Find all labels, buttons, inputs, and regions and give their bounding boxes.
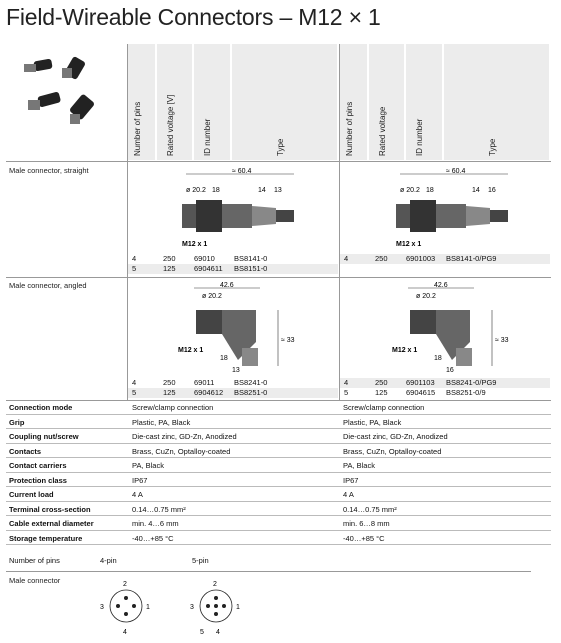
svg-text:M12 x 1: M12 x 1 — [178, 347, 204, 354]
svg-text:≈ 60.4: ≈ 60.4 — [232, 168, 252, 175]
col-pins-left: Number of pins — [128, 44, 156, 160]
property-row — [6, 459, 551, 473]
svg-text:≈ 33: ≈ 33 — [495, 337, 509, 344]
property-name: Terminal cross-section — [9, 504, 91, 514]
col-voltage-right: Rated voltage — [369, 44, 405, 160]
property-value: Die-cast zinc, GD-Zn, Anodized — [132, 432, 237, 441]
property-value: min. 4…6 mm — [132, 519, 179, 528]
svg-text:18: 18 — [220, 355, 228, 362]
svg-text:14: 14 — [472, 187, 480, 194]
table-row: 4 250 6901103 BS8241-0/PG9 — [340, 378, 550, 388]
table-row: 5 125 6904612 BS8251-0 — [128, 388, 338, 398]
property-value: IP67 — [343, 475, 359, 485]
section-label-straight: Male connector, straight — [9, 166, 89, 175]
property-name: Contacts — [9, 446, 42, 456]
property-value: 0.14…0.75 mm² — [343, 504, 397, 514]
svg-text:ø 20.2: ø 20.2 — [186, 187, 206, 194]
svg-text:≈ 60.4: ≈ 60.4 — [446, 168, 466, 175]
angled-connector-drawing — [176, 280, 306, 376]
property-name: Storage temperature — [9, 533, 83, 543]
table-row: 4 250 69010 BS8141-0 — [132, 254, 268, 263]
property-value: Brass, CuZn, Optalloy-coated — [343, 446, 442, 456]
svg-text:3: 3 — [190, 604, 194, 611]
property-row — [6, 517, 551, 531]
svg-text:14: 14 — [258, 187, 266, 194]
property-value: Screw/clamp connection — [343, 403, 425, 412]
angled-connector-drawing-pg9 — [390, 280, 520, 376]
property-name: Cable external diameter — [9, 519, 94, 528]
property-name: Contact carriers — [9, 461, 67, 470]
page-title: Field-Wireable Connectors – M12 × 1 — [6, 4, 381, 30]
section-label-angled: Male connector, angled — [9, 281, 87, 290]
property-value: -40…+85 °C — [132, 533, 174, 543]
svg-text:1: 1 — [146, 604, 150, 611]
svg-text:2: 2 — [123, 581, 127, 588]
pins-4-header: 4-pin — [100, 556, 117, 565]
property-value: 4 A — [132, 490, 143, 499]
svg-text:18: 18 — [426, 187, 434, 194]
svg-text:M12 x 1: M12 x 1 — [392, 347, 418, 354]
pins-5-header: 5-pin — [192, 556, 209, 565]
property-row — [6, 416, 551, 430]
property-row — [6, 474, 551, 488]
svg-text:18: 18 — [212, 187, 220, 194]
svg-text:M12 x 1: M12 x 1 — [396, 241, 422, 248]
table-row: 4 250 6901003 BS8141-0/PG9 — [340, 254, 550, 264]
property-row — [6, 401, 551, 415]
property-value: 0.14…0.75 mm² — [132, 504, 186, 514]
property-value: -40…+85 °C — [343, 533, 385, 543]
col-id-left: ID number — [194, 44, 231, 160]
property-row — [6, 488, 551, 502]
property-value: Screw/clamp connection — [132, 403, 214, 412]
svg-text:1: 1 — [236, 604, 240, 611]
col-voltage-left: Rated voltage [V] — [157, 44, 193, 160]
divider — [6, 277, 551, 278]
pin-layout-4 — [96, 576, 156, 638]
property-row — [6, 445, 551, 459]
svg-text:4: 4 — [216, 629, 220, 636]
property-value: Brass, CuZn, Optalloy-coated — [132, 446, 231, 456]
svg-text:16: 16 — [488, 187, 496, 194]
col-type-left: Type — [232, 44, 338, 160]
svg-text:18: 18 — [434, 355, 442, 362]
straight-connector-drawing-pg9 — [390, 166, 520, 250]
svg-text:2: 2 — [213, 581, 217, 588]
svg-text:ø 20.2: ø 20.2 — [202, 293, 222, 300]
table-row: 5 125 6904615 BS8251-0/9 — [344, 388, 486, 397]
property-row — [6, 430, 551, 444]
divider — [6, 571, 531, 572]
svg-text:16: 16 — [446, 367, 454, 374]
property-value: PA, Black — [132, 461, 164, 470]
property-row — [6, 503, 551, 517]
property-value: PA, Black — [343, 461, 375, 470]
pins-header: Number of pins — [9, 556, 60, 565]
svg-text:13: 13 — [232, 367, 240, 374]
property-name: Coupling nut/screw — [9, 432, 79, 441]
col-id-right: ID number — [406, 44, 443, 160]
pins-row-label: Male connector — [9, 576, 61, 585]
svg-text:ø 20.2: ø 20.2 — [416, 293, 436, 300]
property-name: Grip — [9, 417, 25, 427]
table-row: 5 125 6904611 BS8151-0 — [128, 264, 338, 274]
pin-layout-5 — [186, 576, 246, 638]
table-row: 4 250 69011 BS8241-0 — [132, 378, 268, 387]
svg-text:4: 4 — [123, 629, 127, 636]
property-row — [6, 532, 551, 546]
svg-text:ø 20.2: ø 20.2 — [400, 187, 420, 194]
property-name: Connection mode — [9, 403, 73, 412]
property-name: Current load — [9, 490, 54, 499]
property-value: IP67 — [132, 475, 148, 485]
connector-photo — [6, 44, 128, 160]
straight-connector-drawing — [176, 166, 306, 250]
property-value: Die-cast zinc, GD-Zn, Anodized — [343, 432, 448, 441]
svg-text:13: 13 — [274, 187, 282, 194]
svg-text:42.6: 42.6 — [220, 282, 234, 289]
svg-text:≈ 33: ≈ 33 — [281, 337, 295, 344]
col-type-right: Type — [444, 44, 550, 160]
col-pins-right: Number of pins — [340, 44, 368, 160]
property-name: Protection class — [9, 475, 67, 485]
svg-text:M12 x 1: M12 x 1 — [182, 241, 208, 248]
svg-text:3: 3 — [100, 604, 104, 611]
property-value: Plastic, PA, Black — [132, 417, 191, 427]
property-value: min. 6…8 mm — [343, 519, 390, 528]
svg-text:42.6: 42.6 — [434, 282, 448, 289]
property-value: Plastic, PA, Black — [343, 417, 402, 427]
property-value: 4 A — [343, 490, 354, 499]
divider — [6, 161, 551, 162]
svg-text:5: 5 — [200, 629, 204, 636]
divider — [339, 44, 340, 400]
divider — [127, 44, 128, 400]
